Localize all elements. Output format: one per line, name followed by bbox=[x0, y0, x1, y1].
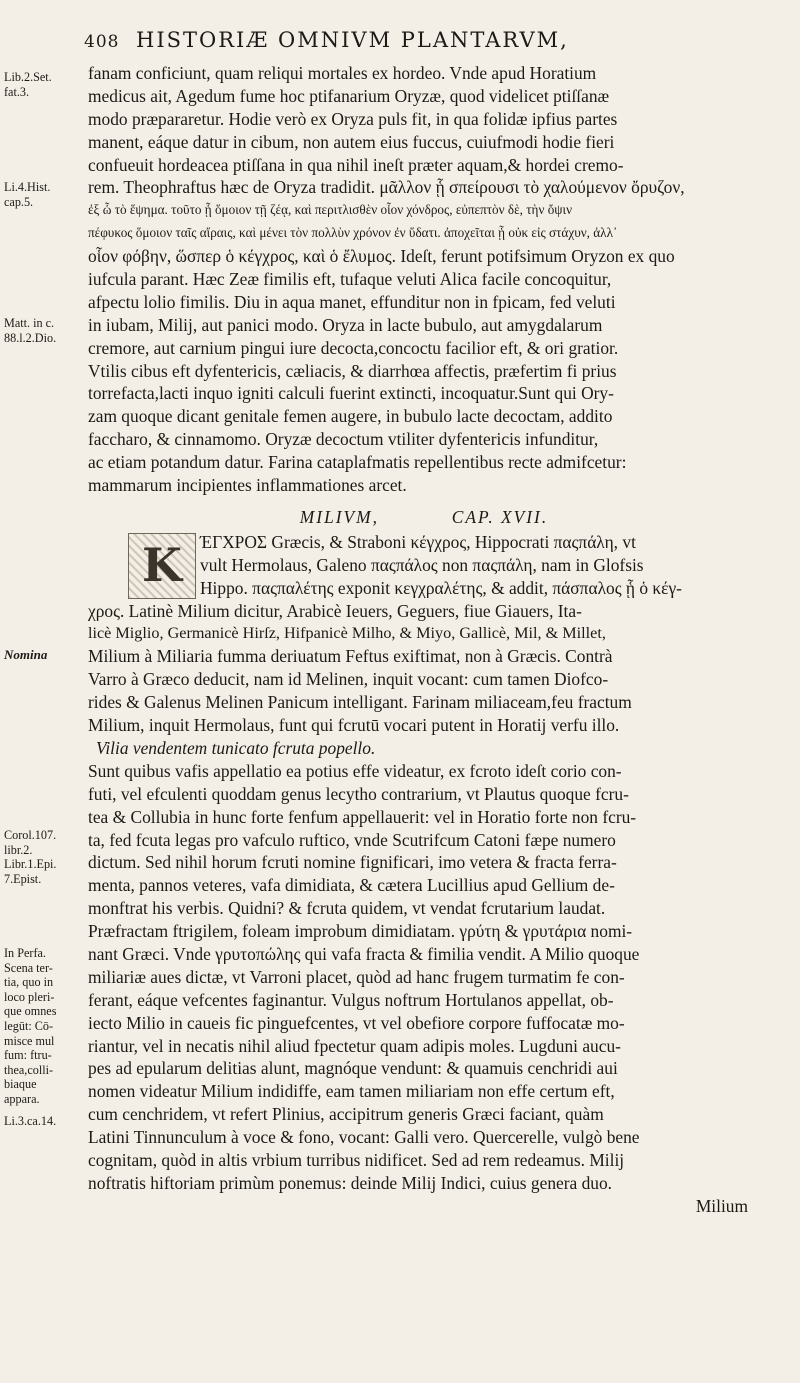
page-header bbox=[84, 28, 744, 62]
margin-note-line: fat.3. bbox=[4, 84, 30, 99]
text-line: pes ad epularum delitias alunt, magnóque vendunt: & quamuis cenchridi aui bbox=[88, 1058, 618, 1079]
text-line: fanam conficiunt, quam reliqui mortales ex hordeo. Vnde apud Horatium bbox=[88, 63, 597, 83]
text-line: ferant, eáque vefcentes faginantur. Vulgus noftrum Hortulanos appellat, ob- bbox=[88, 989, 614, 1010]
text-line: mammarum incipientes inflammationes arcet. bbox=[88, 475, 407, 496]
text-line: Vtilis cibus eft dyfentericis, cæliacis, & diarrhœa affectis, præfertim fi prius bbox=[88, 360, 617, 381]
running-title: HISTORIÆ OMNIVM PLANTARVM, bbox=[136, 28, 569, 52]
margin-note-line: 88.l.2.Dio. bbox=[4, 330, 57, 345]
margin-note-line: fum: ftru- bbox=[4, 1048, 52, 1063]
margin-note-nomina bbox=[4, 648, 86, 663]
text-line: noftratis hiftoriam primùm ponemus: deinde Milij Indici, cuius genera duo. bbox=[88, 1172, 613, 1193]
oryza-section bbox=[88, 62, 760, 497]
margin-note-line: legūt: Cō- bbox=[4, 1018, 54, 1033]
text-line: dictum. Sed nihil horum fcruti nomine fignificari, imo vetera & fracta ferra- bbox=[88, 852, 617, 873]
margin-note bbox=[4, 946, 86, 1107]
margin-note bbox=[4, 316, 86, 345]
text-line: modo præpararetur. Hodie verò ex Oryza puls fit, in qua folidæ ipfius partes bbox=[88, 108, 618, 129]
margin-note-line: appara. bbox=[4, 1091, 40, 1106]
verse-line: Vilia vendentem tunicato fcruta popello. bbox=[96, 737, 376, 758]
margin-note-line: cap.5. bbox=[4, 194, 34, 209]
text-line: cognitam, quòd in altis vrbium turribus nidificet. Sed ad rem redeamus. Milij bbox=[88, 1149, 625, 1170]
chapter-number: CAP. XVII. bbox=[451, 506, 549, 527]
text-line: rides & Galenus Melinen Panicum intelligant. Farinam miliaceam,feu fractum bbox=[88, 692, 632, 713]
margin-note-line: libr.2. bbox=[4, 842, 33, 857]
text-line: manent, eáque datur in cibum, non autem eius fuccus, cuiufmodi hodie fieri bbox=[88, 131, 615, 152]
margin-note-line: thea,colli- bbox=[4, 1062, 54, 1077]
text-line: Milium, inquit Hermolaus, funt qui fcrutū vocari putent in Horatij verfu illo. bbox=[88, 715, 620, 736]
text-line: riantur, vel in necatis nihil aliud fpectetur quam adipis moles. Lugduni aucu- bbox=[88, 1035, 621, 1056]
text-line: cum cenchridem, vt refert Plinius, accipitrum generis Græci faciant, quàm bbox=[88, 1104, 604, 1125]
text-line: Milium à Miliaria fumma deriuatum Feftus exiftimat, non à Græcis. Contrà bbox=[88, 646, 613, 667]
text-line: afpectu lolio fimilis. Diu in aqua manet, effunditur non in fpicam, fed veluti bbox=[88, 291, 616, 312]
text-line: futi, vel efculenti quoddam genus lecytho contrarium, vt Plautus quoque fcru- bbox=[88, 783, 629, 804]
text-line: iufcula parant. Hæc Zeæ fimilis eft, tufaque veluti Alica facile concoquitur, bbox=[88, 269, 612, 290]
text-line: miliariæ aues dictæ, vt Varroni placet, quòd ad hanc frugem turmatim fe con- bbox=[88, 966, 625, 987]
page-number: 408 bbox=[84, 32, 120, 52]
margin-note bbox=[4, 70, 86, 99]
drop-cap-initial bbox=[128, 533, 196, 599]
text-line: nomen videatur Milium indidiffe, eam tamen miliariam non effe certum eft, bbox=[88, 1081, 615, 1102]
text-line: Latini Tinnunculum à voce & fono, vocant: Galli vero. Quercerelle, vulgò bene bbox=[88, 1127, 640, 1148]
text-line: οἷον φόβην, ὥσπερ ὁ κέγχρος, καὶ ὁ ἔλυμος. Ideſt, ferunt potifsimum Oryzon ex quo bbox=[88, 246, 675, 267]
text-line: Hippo. παςπαλέτης exponit κεγχραλέτης, & addit, πάσπαλος ᾗ ὁ κέγ- bbox=[200, 577, 682, 598]
margin-note-line: Lib.2.Set. bbox=[4, 70, 52, 84]
text-line: menta, pannos veteres, vafa dimidiata, & cætera Lucillius apud Gellium de- bbox=[88, 875, 615, 896]
margin-note-line: 7.Epist. bbox=[4, 871, 42, 886]
margin-note bbox=[4, 180, 86, 209]
text-line: cremore, aut carnium pingui iure decocta,concoctu facilior eft, & ori gratior. bbox=[88, 337, 619, 358]
text-line: ΈΓΧΡΟΣ Græcis, & Straboni κέγχρος, Hippocrati παςπάλη, vt bbox=[200, 531, 636, 552]
text-line: confueuit hordeacea ptiſſana in qua nihil ineſt præter aquam,& hordei cremo- bbox=[88, 154, 624, 175]
margin-note-line: biaque bbox=[4, 1077, 37, 1092]
text-line: zam quoque dicant genitale femen augere, in bubulo lacte decoctam, addito bbox=[88, 406, 613, 427]
text-line: χρος. Latinè Milium dicitur, Arabicè Ieuers, Geguers, fiue Giauers, Ita- bbox=[88, 600, 582, 621]
margin-note-line: Li.3.ca.14. bbox=[4, 1114, 57, 1128]
greek-line: πέφυκος ὅμοιον ταῖς αἴραις, καὶ μένει τὸν πολλὺν χρόνον ἐν ὕδατι. ἀποχεῖται ᾗ οὐκ εἰς στάχυν, ἀλλ᾽ bbox=[88, 225, 618, 241]
greek-line: ἐξ ὧ τὸ ἕψημα. τοῦτο ᾗ ὅμοιον τῇ ζέᾳ, καὶ περιτλισθὲν οἷον χόνδρος, εὐπεπτὸν δὲ, τὴν ὄψιν bbox=[88, 202, 573, 218]
text-line: iecto Milio in caueis fic pinguefcentes, vt vel obefiore corpore fuffocatæ mo- bbox=[88, 1012, 625, 1033]
margin-note-line: Corol.107. bbox=[4, 828, 57, 842]
text-line: Sunt quibus vafis appellatio ea potius effe videatur, ex fcroto ideſt corio con- bbox=[88, 760, 622, 781]
text-line: medicus ait, Agedum fume hoc ptifanarium Oryzæ, quod videlicet ptiſſanæ bbox=[88, 85, 610, 106]
margin-note-line: Li.4.Hist. bbox=[4, 180, 51, 194]
margin-note-line: Matt. in c. bbox=[4, 316, 55, 330]
main-text bbox=[88, 62, 760, 1218]
margin-note-line: Libr.1.Epi. bbox=[4, 857, 57, 872]
text-line: Varro à Græco deducit, nam id Melinen, inquit vocant: cum tamen Diofco- bbox=[88, 669, 609, 690]
text-line: torrefacta,lacti inquo igniti calculi fuerint extincti, incoquatur.Sunt qui Ory- bbox=[88, 383, 614, 404]
margin-note-line: que omnes bbox=[4, 1004, 57, 1019]
margin-note-line: In Perfa. bbox=[4, 946, 46, 960]
text-line: in iubam, Milij, aut panici modo. Oryza in lacte bubulo, aut amygdalarum bbox=[88, 314, 603, 335]
margin-note-line: loco pleri- bbox=[4, 989, 55, 1004]
margin-note bbox=[4, 828, 86, 886]
margin-note-line: tia, quo in bbox=[4, 975, 54, 990]
text-line: vult Hermolaus, Galeno παςπάλος non παςπάλη, nam in Glofsis bbox=[200, 554, 644, 575]
milium-section bbox=[88, 531, 760, 1195]
chapter-name: MILIVM, bbox=[299, 506, 379, 527]
margin-note-line: misce mul bbox=[4, 1033, 55, 1048]
catchword: Milium bbox=[695, 1195, 748, 1216]
text-line: nant Græci. Vnde γρυτοπώλης qui vafa fracta & fimilia vendit. A Milio quoque bbox=[88, 943, 640, 964]
text-line: faccharo, & cinnamomo. Oryzæ decoctum vtiliter dyfentericis infunditur, bbox=[88, 429, 599, 450]
margin-note bbox=[4, 1114, 86, 1129]
text-line: tea & Collubia in hunc forte fenfum appellauerit: vel in Horatio forte non fcru- bbox=[88, 806, 637, 827]
text-line: rem. Theophraftus hæc de Oryza tradidit. μᾶλλον ᾗ σπείρουσι τὸ χαλούμενον ὄρυζον, bbox=[88, 177, 685, 198]
chapter-heading bbox=[88, 503, 760, 531]
text-line: ta, fed fcuta legas pro vafculo ruftico, vnde Scutrifcum Catoni fæpe numero bbox=[88, 829, 616, 850]
text-line: Præfractam ftrigilem, foleam improbum dimidiatam. γρύτη & γρυτάρια nomi- bbox=[88, 921, 633, 942]
drop-cap-letter: K bbox=[142, 538, 182, 593]
margin-note-line: Scena ter- bbox=[4, 960, 53, 975]
margin-note-line: Nomina bbox=[4, 647, 48, 662]
text-line: licè Miglio, Germanicè Hirſz, Hifpanicè Milho, & Miyo, Gallicè, Mil, & Millet, bbox=[88, 624, 606, 643]
text-line: ac etiam potandum datur. Farina cataplafmatis repellentibus recte admifcetur: bbox=[88, 452, 627, 473]
text-line: monftrat his verbis. Quidni? & fcruta quidem, vt vendat fcrutarium laudat. bbox=[88, 898, 606, 919]
